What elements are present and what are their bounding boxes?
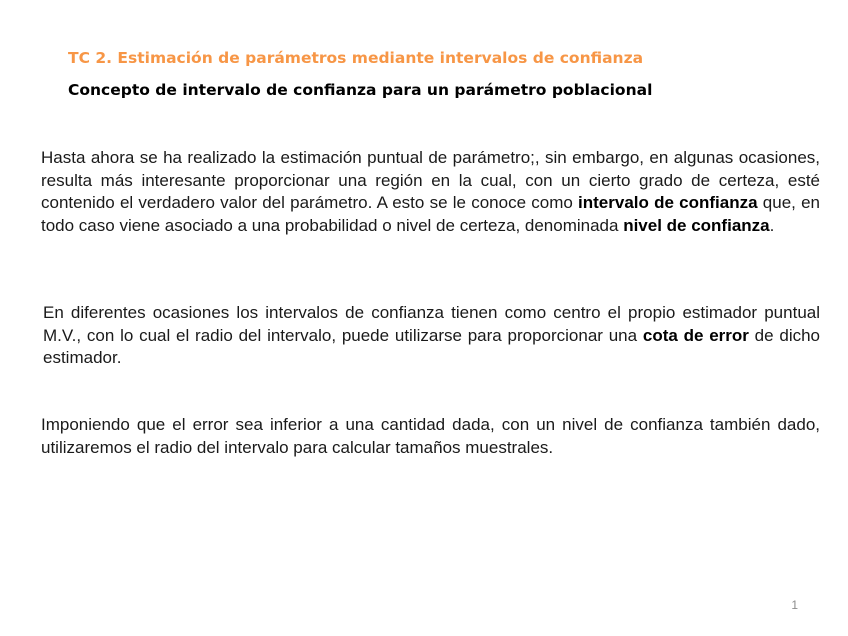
term-cota-de-error: cota de error (642, 325, 749, 345)
slide-title: TC 2. Estimación de parámetros mediante intervalos de confianza (68, 49, 644, 67)
paragraph-intervalo-definicion (41, 147, 820, 237)
paragraph-text: . (769, 215, 775, 235)
page-number: 1 (791, 598, 798, 612)
paragraph-text: Hasta ahora se ha realizado la estimación puntual de parámetro;, sin embargo, en algunas ocasiones, resulta más interesante proporcionar una región en la cual, con un cierto grado de certeza, esté contenido el verdadero valor del parámetro. A esto se le conoce como (41, 148, 820, 212)
term-nivel-de-confianza: nivel de confianza (623, 215, 770, 235)
term-intervalo-de-confianza: intervalo de confianza (578, 193, 758, 212)
paragraph-text: de dicho estimador. (43, 325, 821, 367)
paragraph-text: En diferentes ocasiones los intervalos de confianza tienen como centro el propio estimador puntual M.V., con lo cual el radio del intervalo, puede utilizarse para proporcionar una (43, 303, 820, 345)
slide-subtitle: Concepto de intervalo de confianza para un parámetro poblacional (68, 81, 653, 99)
paragraph-tamanos-muestrales (41, 414, 820, 459)
paragraph-cota-de-error (43, 302, 820, 370)
paragraph-text: Imponiendo que el error sea inferior a una cantidad dada, con un nivel de confianza también dado, utilizaremos el radio del intervalo para calcular tamaños muestrales. (41, 415, 820, 457)
paragraph-text: que, en todo caso viene asociado a una probabilidad o nivel de certeza, denominada (41, 193, 820, 235)
